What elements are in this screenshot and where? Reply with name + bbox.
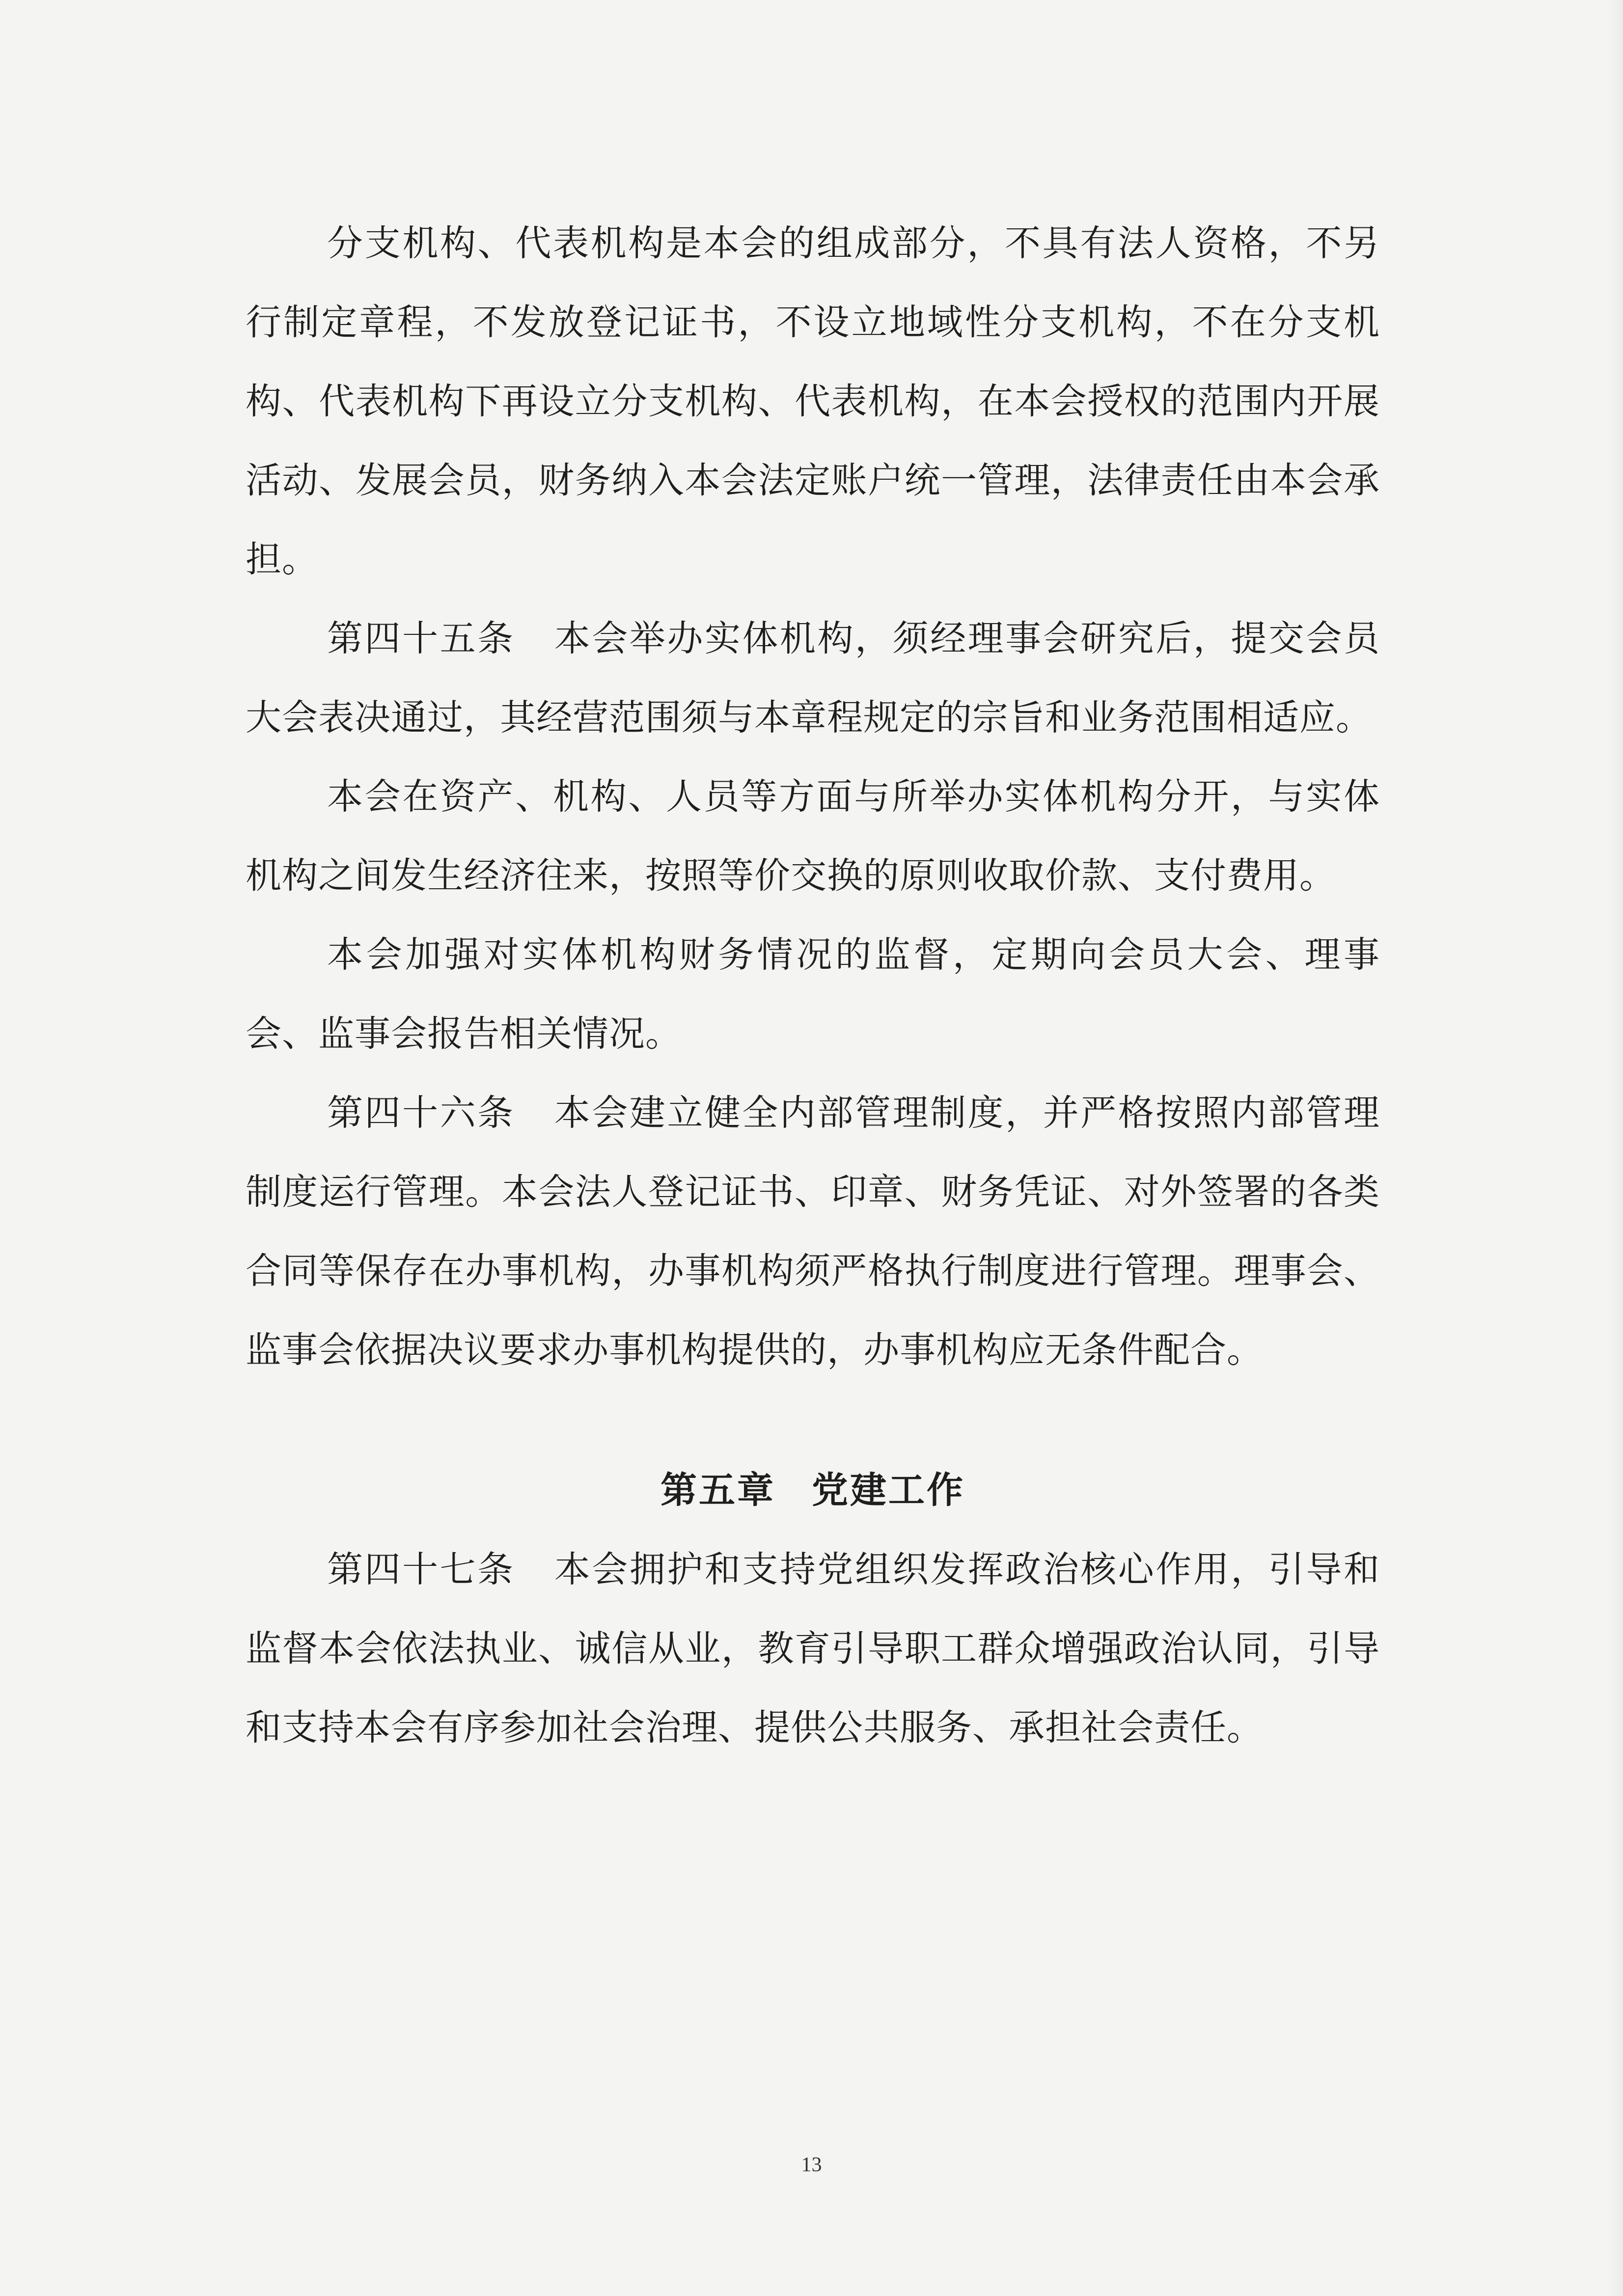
paragraph-asset-separation: [246, 757, 1380, 915]
paragraph-article-45: [246, 599, 1380, 757]
paragraph-branch-institutions: [246, 204, 1380, 599]
paragraph-text: 本会建立健全内部管理制度，并严格按照内部管理制度运行管理。本会法人登记证书、印章、财务凭证、对外签署的各类合同等保存在办事机构，办事机构须严格执行制度进行管理。理事会、监事会依据决议要求办事机构提供的，办事机构应无条件配合。: [246, 1092, 1380, 1371]
scan-edge-shadow: [1608, 0, 1623, 2296]
paragraph-article-47: [246, 1530, 1380, 1767]
paragraph-text: 本会举办实体机构，须经理事会研究后，提交会员大会表决通过，其经营范围须与本章程规定的宗旨和业务范围相适应。: [246, 618, 1380, 738]
article-label: 第四十六条: [327, 1092, 515, 1134]
paragraph-article-46: [246, 1073, 1380, 1390]
paragraph-text: 本会加强对实体机构财务情况的监督，定期向会员大会、理事会、监事会报告相关情况。: [246, 934, 1380, 1055]
page-number: 13: [801, 2154, 822, 2176]
article-label: 第四十五条: [327, 618, 515, 659]
article-label: 第四十七条: [327, 1549, 515, 1590]
chapter-heading: [246, 1390, 1380, 1530]
paragraph-text: 本会拥护和支持党组织发挥政治核心作用，引导和监督本会依法执业、诚信从业，教育引导职工群众增强政治认同，引导和支持本会有序参加社会治理、提供公共服务、承担社会责任。: [246, 1549, 1380, 1749]
chapter-number: 第五章: [660, 1469, 775, 1511]
body-text: [246, 204, 1380, 1767]
chapter-title: 党建工作: [812, 1469, 965, 1511]
paragraph-text: 分支机构、代表机构是本会的组成部分，不具有法人资格，不另行制定章程，不发放登记证书，不设立地域性分支机构，不在分支机构、代表机构下再设立分支机构、代表机构，在本会授权的范围内开展活动、发展会员，财务纳入本会法定账户统一管理，法律责任由本会承担。: [246, 222, 1380, 580]
paragraph-financial-supervision: [246, 915, 1380, 1073]
paragraph-text: 本会在资产、机构、人员等方面与所举办实体机构分开，与实体机构之间发生经济往来，按照等价交换的原则收取价款、支付费用。: [246, 776, 1380, 897]
